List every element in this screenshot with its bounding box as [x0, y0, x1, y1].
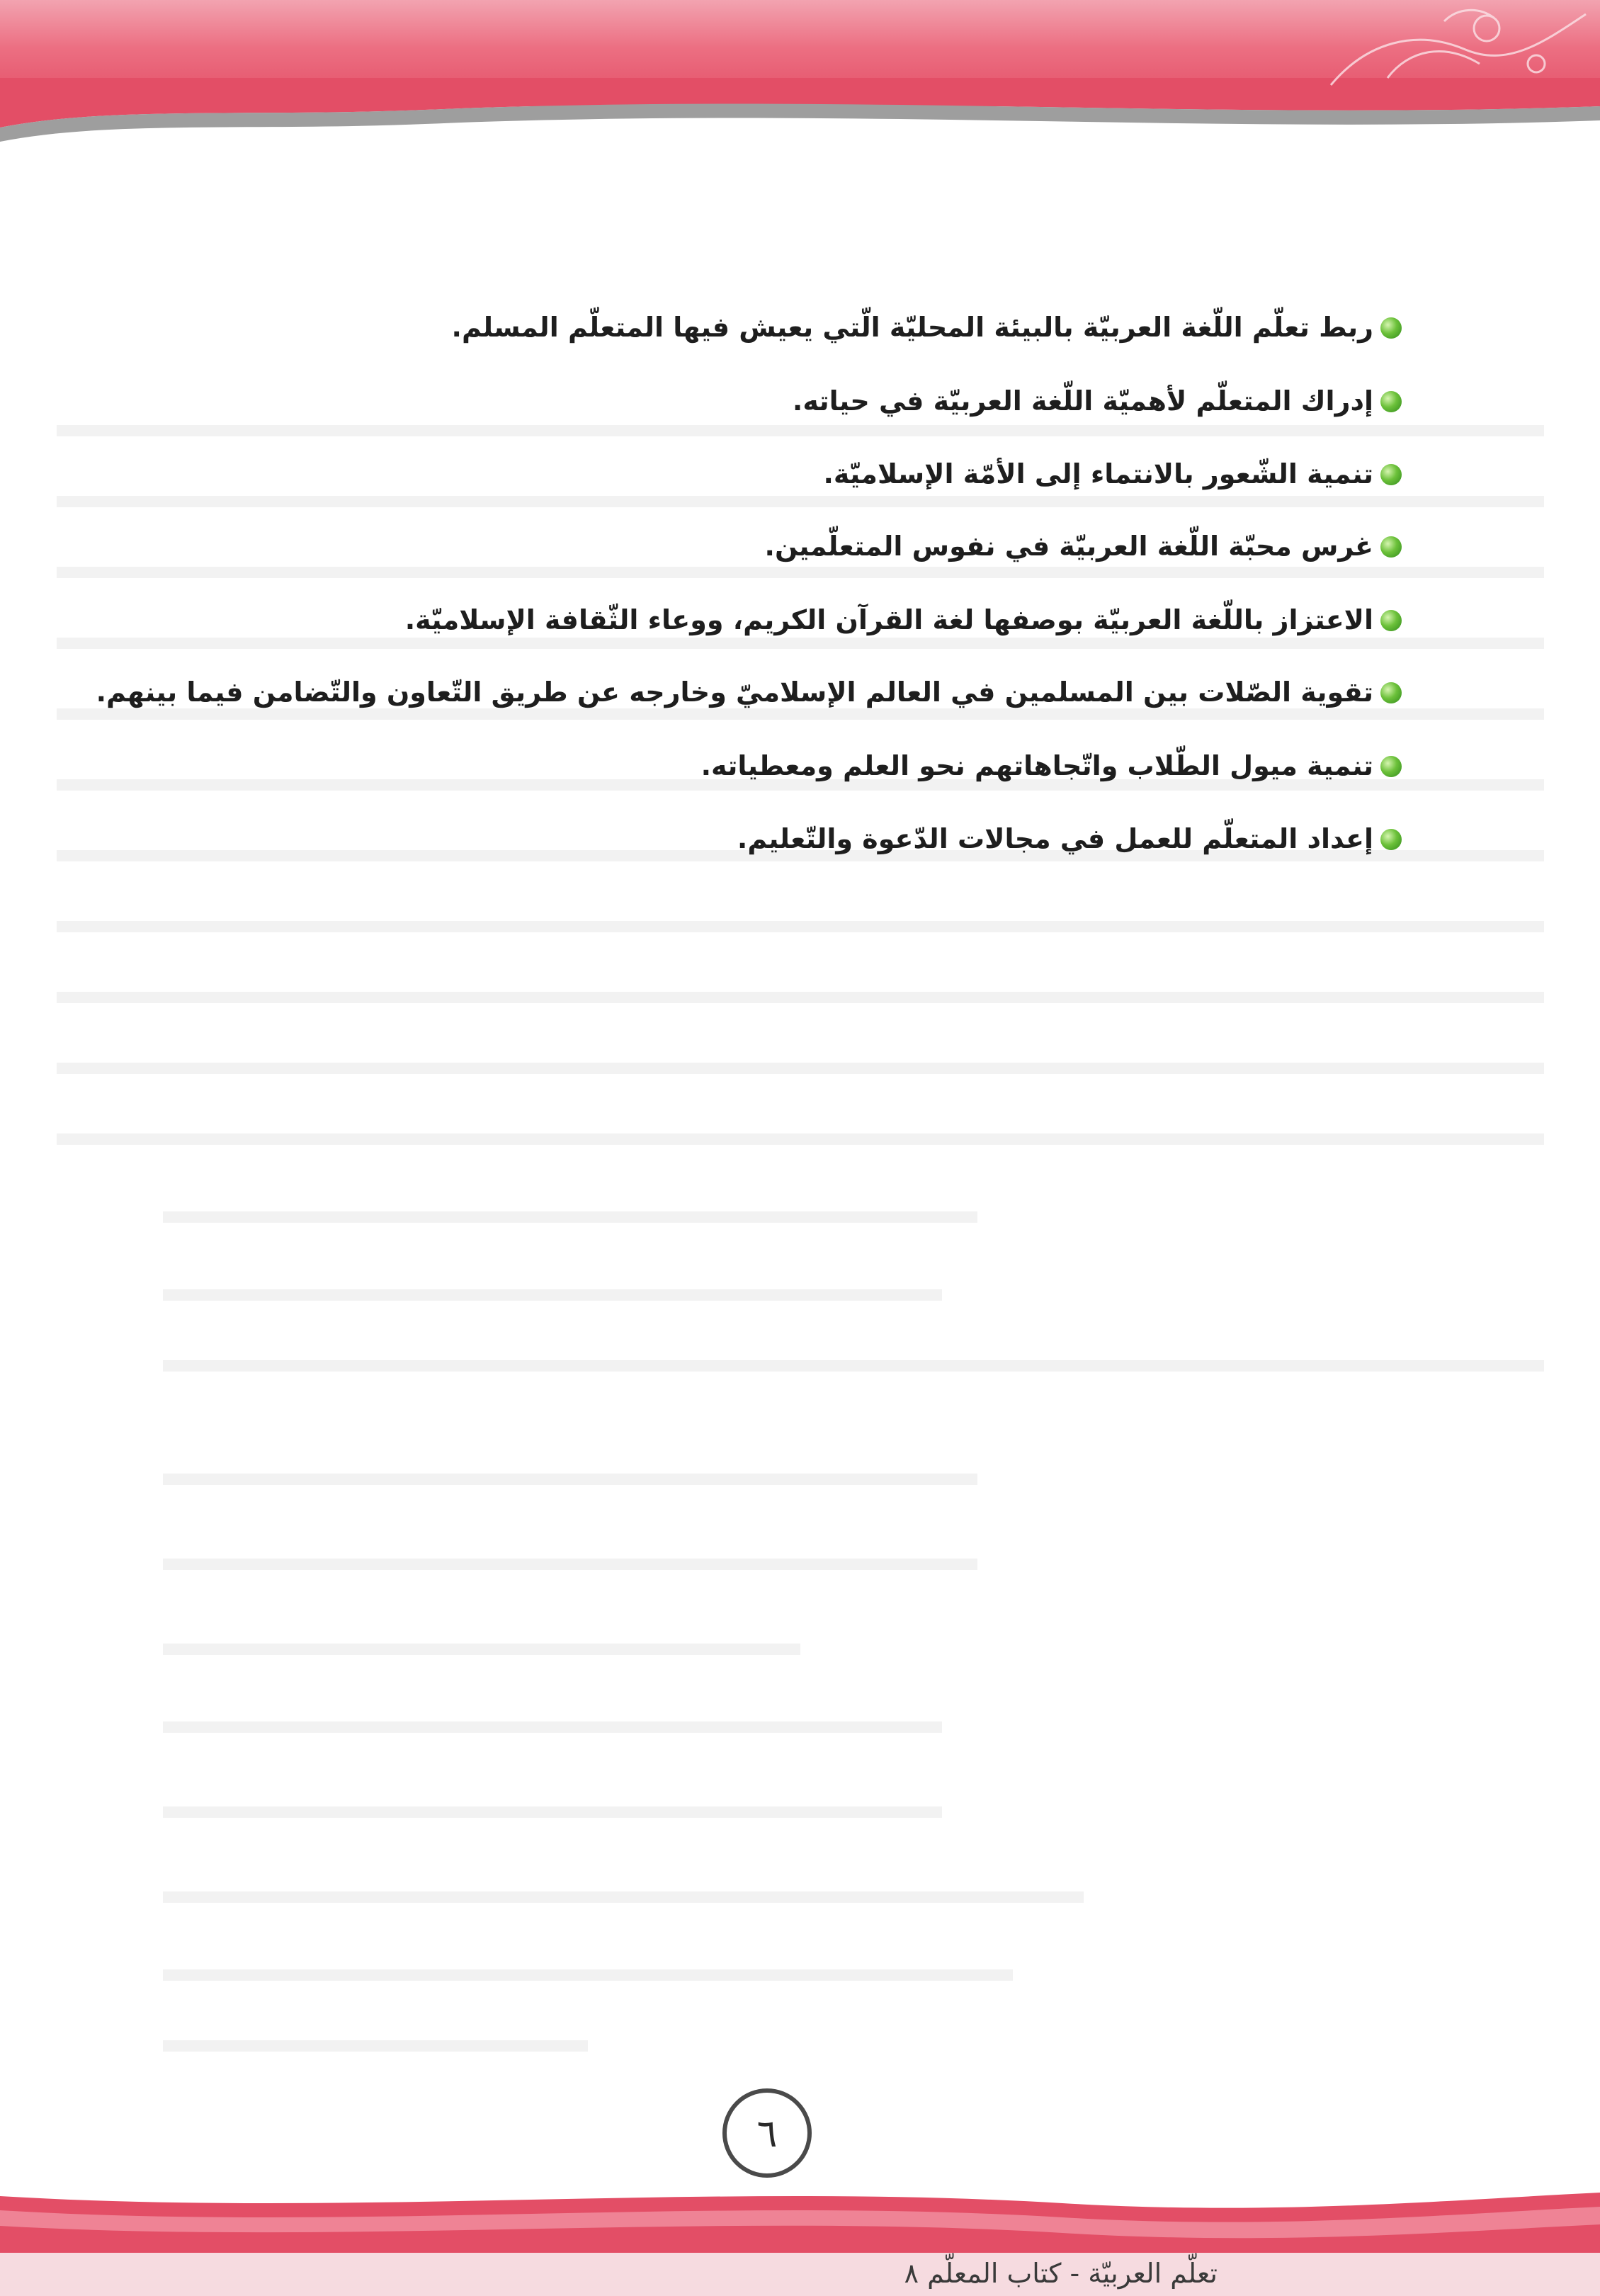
list-item	[793, 385, 1402, 418]
green-dot-icon	[1380, 756, 1402, 777]
list-item	[737, 823, 1402, 856]
objective-text: ربط تعلّم اللّغة العربيّة بالبيئة المحليّة الّتي يعيش فيها المتعلّم المسلم.	[451, 312, 1373, 343]
faint-background-text	[57, 312, 1544, 2069]
objective-text: غرس محبّة اللّغة العربيّة في نفوس المتعلّمين.	[764, 531, 1373, 562]
green-dot-icon	[1380, 536, 1402, 558]
page-number: ٦	[722, 2088, 812, 2178]
list-item	[452, 312, 1402, 344]
floral-ornament	[1303, 0, 1600, 99]
green-dot-icon	[1380, 610, 1402, 631]
green-dot-icon	[1380, 317, 1402, 339]
footer-strip	[0, 2253, 1600, 2296]
objective-text: الاعتزاز باللّغة العربيّة بوصفها لغة القرآن الكريم، ووعاء الثّقافة الإسلاميّة.	[404, 604, 1373, 635]
list-item	[823, 458, 1402, 491]
objective-text: تنمية ميول الطّلاب واتّجاهاتهم نحو العلم ومعطياته.	[700, 750, 1373, 781]
objective-text: تقوية الصّلات بين المسلمين في العالم الإسلاميّ وخارجه عن طريق التّعاون والتّضامن فيما بينهم.	[96, 677, 1373, 708]
objective-text: إعداد المتعلّم للعمل في مجالات الدّعوة والتّعليم.	[737, 823, 1373, 854]
green-dot-icon	[1380, 682, 1402, 703]
green-dot-icon	[1380, 464, 1402, 485]
objective-text: إدراك المتعلّم لأهميّة اللّغة العربيّة في حياته.	[792, 385, 1373, 417]
list-item	[405, 604, 1402, 637]
green-dot-icon	[1380, 829, 1402, 850]
list-item	[765, 531, 1402, 563]
list-item	[96, 677, 1402, 709]
list-item	[701, 750, 1402, 783]
objective-text: تنمية الشّعور بالانتماء إلى الأمّة الإسلاميّة.	[823, 458, 1373, 490]
footer-title: تعلّم العربيّة - كتاب المعلّم ٨	[904, 2258, 1218, 2289]
green-dot-icon	[1380, 391, 1402, 412]
